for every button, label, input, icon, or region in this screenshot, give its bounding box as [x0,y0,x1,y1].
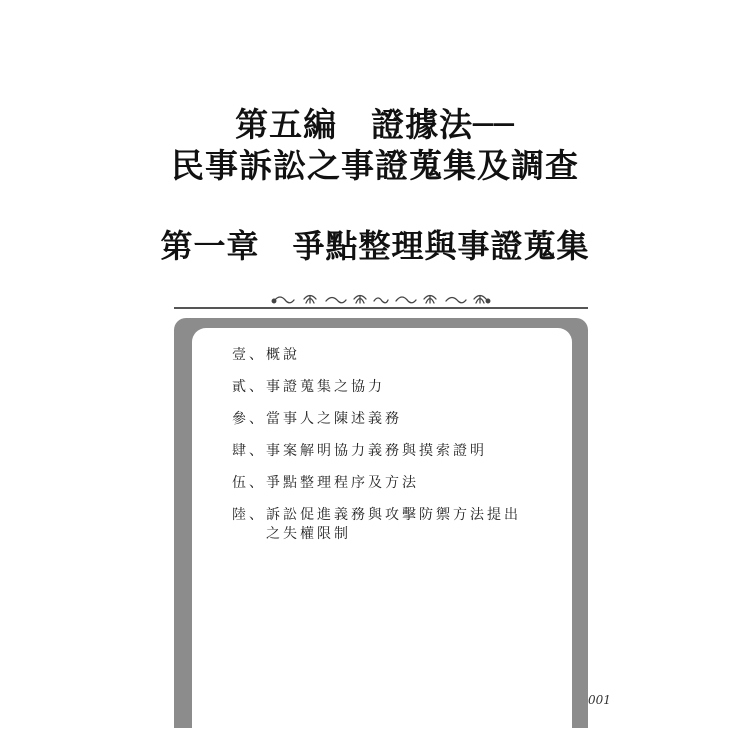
toc-item-number: 陸、 [232,507,266,523]
toc-item [232,346,528,365]
decorative-ornament-icon [270,291,492,307]
part-title-line1: 第五編 證據法── [235,105,515,144]
toc-item-text: 概說 [266,347,300,363]
chapter-title: 第一章 爭點整理與事證蒐集 [160,227,590,265]
toc-item-number: 壹、 [232,347,266,363]
toc-item-number: 肆、 [232,443,266,459]
toc-item [232,506,528,544]
toc-item [232,442,528,461]
toc-item-number: 伍、 [232,475,266,491]
section-divider [174,307,588,309]
toc-item [232,474,528,493]
toc-item-text: 當事人之陳述義務 [266,411,402,427]
toc-item-number: 貳、 [232,379,266,395]
toc-item-text: 事案解明協力義務與摸索證明 [266,443,487,459]
toc-list [232,346,528,557]
toc-item [232,410,528,429]
toc-item-text: 事證蒐集之協力 [266,379,385,395]
toc-item [232,378,528,397]
page-number: 001 [588,693,611,707]
toc-item-text: 爭點整理程序及方法 [266,475,419,491]
toc-item-text: 訴訟促進義務與攻擊防禦方法提出之失權限制 [266,507,521,542]
part-title-line2: 民事訴訟之事證蒐集及調查 [171,146,579,185]
toc-item-number: 參、 [232,411,266,427]
